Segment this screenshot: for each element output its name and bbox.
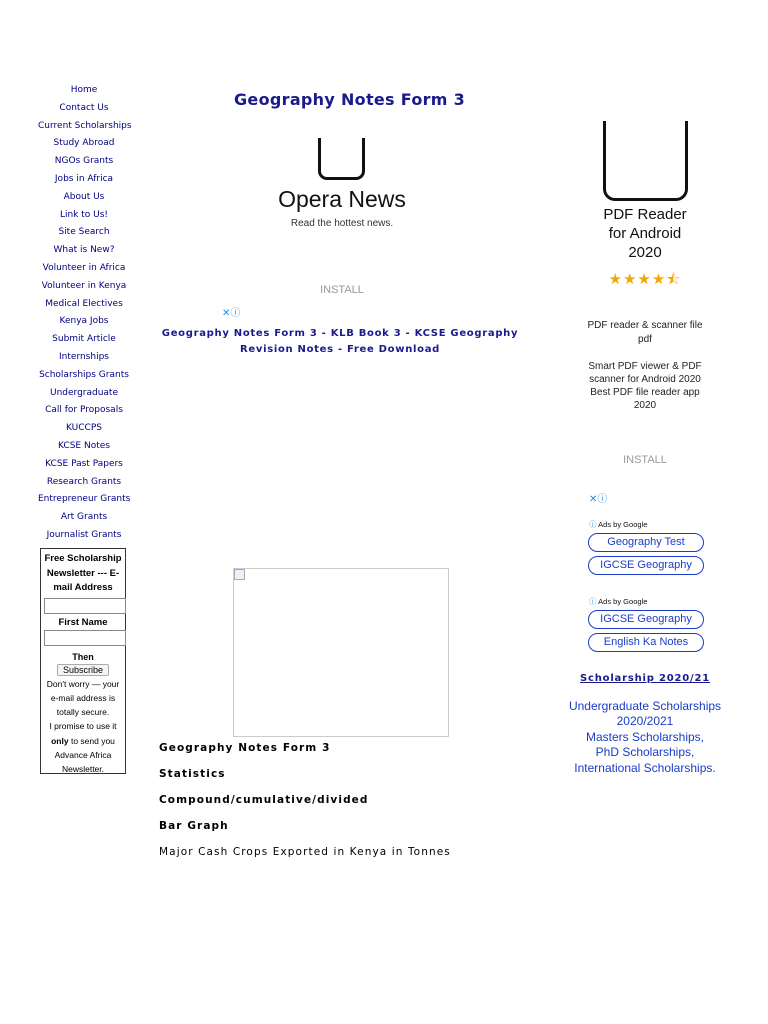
broken-image bbox=[233, 568, 449, 737]
opera-ad-tagline: Read the hottest news. bbox=[290, 218, 394, 229]
opera-ad-name[interactable]: Opera News bbox=[278, 186, 406, 212]
note-send: to send you Advance Africa Newsletter. bbox=[54, 735, 115, 775]
subscribe-button[interactable]: Subscribe bbox=[57, 664, 109, 676]
article-line: Geography Notes Form 3 bbox=[159, 742, 331, 754]
article-line: Major Cash Crops Exported in Kenya in Tonnes bbox=[159, 846, 451, 858]
left-navigation bbox=[38, 82, 130, 545]
adchoices-close-icon[interactable]: ✕ⓘ bbox=[222, 308, 241, 319]
article-line: Statistics bbox=[159, 768, 226, 780]
first-name-label: First Name bbox=[58, 616, 108, 628]
newsletter-note bbox=[44, 677, 122, 777]
info-icon: ⓘ bbox=[589, 597, 597, 606]
sidebar-link[interactable]: Jobs in Africa bbox=[54, 173, 114, 184]
sidebar-link[interactable]: Research Grants bbox=[46, 476, 122, 487]
sidebar-link[interactable]: Medical Electives bbox=[45, 298, 123, 309]
sidebar-link[interactable]: KUCCPS bbox=[66, 423, 102, 434]
scholarship-link[interactable]: Masters Scholarships, bbox=[585, 729, 705, 744]
sidebar-link[interactable]: Internships bbox=[59, 351, 109, 362]
sidebar-link[interactable]: Submit Article bbox=[52, 334, 116, 345]
sidebar-link[interactable]: Study Abroad bbox=[53, 138, 115, 149]
info-icon: ⓘ bbox=[589, 520, 597, 529]
scholarship-link[interactable]: PhD Scholarships, bbox=[595, 745, 695, 760]
pdf-ad-title[interactable] bbox=[580, 205, 710, 262]
sidebar-link[interactable]: Entrepreneur Grants bbox=[38, 494, 131, 505]
then-label: Then bbox=[72, 651, 94, 662]
pdf-title-line: PDF Reader bbox=[603, 206, 687, 223]
sidebar-link[interactable]: Site Search bbox=[58, 227, 110, 238]
sidebar-link[interactable]: Art Grants bbox=[60, 512, 108, 523]
sidebar-link[interactable]: Home bbox=[70, 85, 98, 95]
broken-image-icon bbox=[234, 569, 245, 580]
scholarship-links bbox=[560, 699, 730, 776]
ad-link-button[interactable]: Geography Test bbox=[588, 533, 704, 552]
sidebar-link[interactable]: Contact Us bbox=[59, 102, 109, 113]
page-title: Geography Notes Form 3 bbox=[234, 90, 466, 109]
note-promise: I promise to use it bbox=[49, 721, 117, 732]
ad-link-button[interactable]: English Ka Notes bbox=[588, 633, 704, 652]
sidebar-link[interactable]: What is New? bbox=[53, 245, 115, 256]
pdf-app-icon[interactable] bbox=[603, 121, 688, 201]
article-line: Bar Graph bbox=[159, 820, 229, 832]
sidebar-link[interactable]: Current Scholarships bbox=[38, 120, 132, 131]
note-only: only bbox=[51, 735, 69, 746]
email-field[interactable] bbox=[44, 598, 126, 614]
ad-link-button[interactable]: IGCSE Geography bbox=[588, 556, 704, 575]
sidebar-link[interactable]: Kenya Jobs bbox=[59, 316, 109, 327]
scholarship-link[interactable]: International Scholarships. bbox=[574, 760, 716, 775]
scholarship-heading[interactable]: Scholarship 2020/21 bbox=[580, 673, 710, 684]
sidebar-link[interactable]: KCSE Past Papers bbox=[45, 458, 123, 469]
article-line: Compound/cumulative/divided bbox=[159, 794, 369, 806]
sidebar-link[interactable]: About Us bbox=[63, 191, 105, 202]
sidebar-link[interactable]: Scholarships Grants bbox=[39, 369, 129, 380]
pdf-title-line: 2020 bbox=[628, 244, 662, 261]
first-name-field[interactable] bbox=[44, 630, 126, 646]
pdf-ad-subtitle: PDF reader & scanner file pdf bbox=[587, 320, 703, 345]
sidebar-link[interactable]: Volunteer in Kenya bbox=[41, 280, 127, 291]
newsletter-title: Free Scholarship Newsletter --- E-mail Address bbox=[44, 553, 122, 593]
pdf-ad-description: Smart PDF viewer & PDF scanner for Android 2020 Best PDF file reader app 2020 bbox=[588, 361, 702, 411]
opera-install-button[interactable]: INSTALL bbox=[320, 284, 364, 296]
sidebar-link[interactable]: Call for Proposals bbox=[45, 405, 123, 416]
sidebar-link[interactable]: Link to Us! bbox=[59, 209, 109, 220]
scholarship-link[interactable]: Undergraduate Scholarships 2020/2021 bbox=[568, 699, 722, 729]
sidebar-link[interactable]: NGOs Grants bbox=[54, 156, 114, 167]
ads-by-google-label: Ads by Google bbox=[598, 520, 648, 529]
adchoices-close-icon[interactable]: ✕ⓘ bbox=[589, 494, 608, 505]
sidebar-link[interactable]: Undergraduate bbox=[49, 387, 118, 398]
sidebar-link[interactable]: Volunteer in Africa bbox=[42, 262, 126, 273]
document-heading: Geography Notes Form 3 - KLB Book 3 - KCSE Geography Revision Notes - Free Download bbox=[161, 328, 519, 355]
pdf-title-line: for Android bbox=[608, 225, 682, 242]
newsletter-form bbox=[40, 548, 126, 774]
opera-app-icon[interactable] bbox=[318, 138, 365, 180]
note-secure: Don't worry — your e-mail address is totally secure. bbox=[46, 678, 120, 718]
ads-by-google-label: Ads by Google bbox=[598, 597, 648, 606]
sidebar-link[interactable]: KCSE Notes bbox=[58, 440, 110, 451]
ad-link-button[interactable]: IGCSE Geography bbox=[588, 610, 704, 629]
sidebar-link[interactable]: Journalist Grants bbox=[46, 529, 122, 540]
ads-by-google[interactable] bbox=[589, 519, 647, 530]
pdf-install-button[interactable]: INSTALL bbox=[623, 454, 667, 466]
rating-stars: ★★★★⯪ bbox=[608, 271, 682, 288]
ads-by-google[interactable] bbox=[589, 596, 647, 607]
